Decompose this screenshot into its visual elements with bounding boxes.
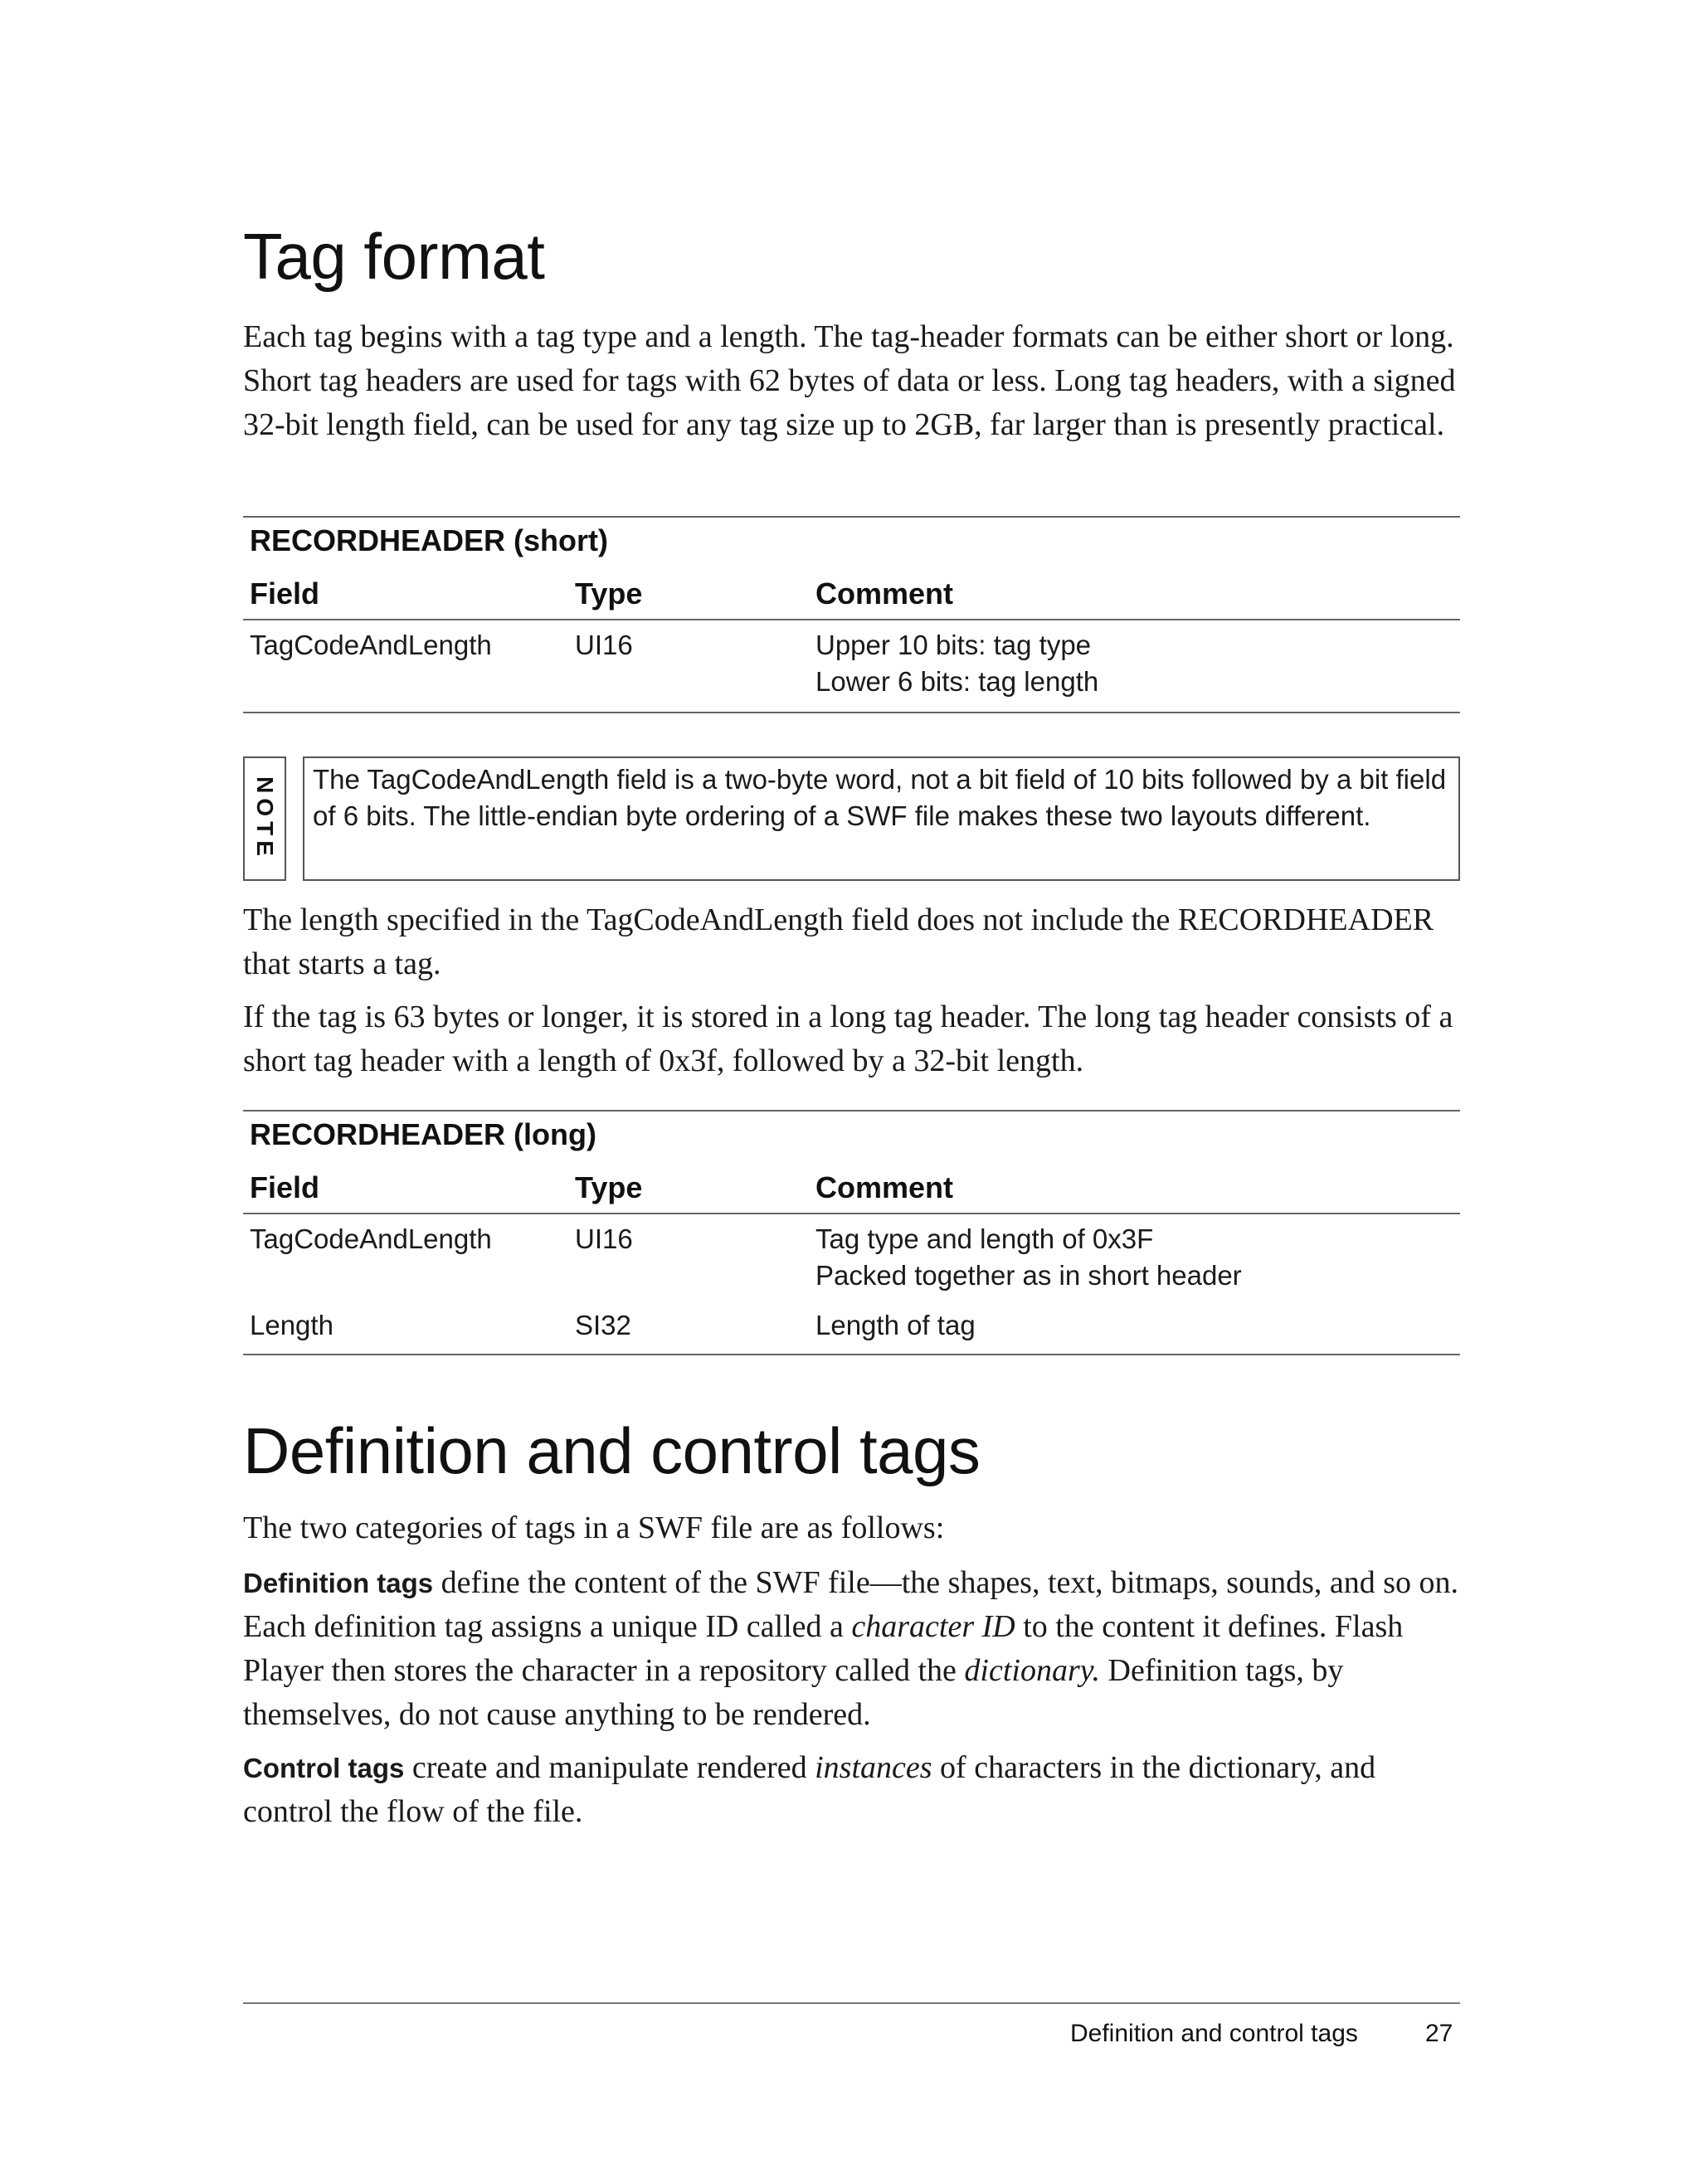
tag-format-intro: Each tag begins with a tag type and a length. The tag-header formats can be either short or long. Short tag headers are used for tags with 62 bytes of data or less. Long tag headers, with a signed 32-bit length field, can be used for any tag size up to 2GB, far larger than is presently practical. [243, 319, 1456, 442]
control-tags-paragraph [243, 1746, 1463, 1834]
note-label: NOTE [252, 776, 278, 861]
section-title-definition-control-tags: Definition and control tags [243, 1414, 981, 1487]
cell-type: SI32 [575, 1310, 631, 1340]
recordheader-long-table [243, 1110, 1460, 1355]
note-box [243, 756, 1460, 884]
comment-line: Tag type and length of 0x3F [815, 1223, 1154, 1254]
footer-divider [243, 2002, 1460, 2004]
definition-text-2: to the content it defines. Flash Player then stores the character in a repository called the [243, 1609, 1404, 1688]
recordheader-short-table [243, 516, 1460, 713]
cell-comment [815, 1221, 1460, 1306]
comment-line: Packed together as in short header [815, 1260, 1242, 1291]
long-header-paragraph: If the tag is 63 bytes or longer, it is stored in a long tag header. The long tag header consists of a short tag header with a length of 0x3f, followed by a 32-bit length. [243, 1000, 1453, 1078]
note-label-tab [243, 756, 286, 881]
comment-line: Upper 10 bits: tag type [815, 630, 1092, 660]
table-header-row [243, 1163, 1460, 1214]
header-field: Field [250, 576, 320, 610]
definition-text-1: define the content of the SWF file—the shapes, text, bitmaps, sounds, and so on. Each definition tag assigns a unique ID called a [243, 1565, 1459, 1644]
page-number: 27 [1425, 2020, 1453, 2047]
control-text-1: create and manipulate rendered [404, 1750, 815, 1785]
definition-tags-term: Definition tags [243, 1568, 434, 1598]
header-field: Field [250, 1170, 320, 1204]
cell-field: TagCodeAndLength [250, 630, 492, 660]
table-caption: RECORDHEADER (short) [250, 523, 608, 557]
definition-tags-paragraph [243, 1561, 1463, 1737]
table-row [243, 1214, 1460, 1306]
cell-type: UI16 [575, 630, 633, 660]
table-caption: RECORDHEADER (long) [250, 1117, 596, 1151]
cell-field: TagCodeAndLength [250, 1223, 492, 1254]
instances-term: instances [815, 1750, 932, 1785]
comment-line: Length of tag [815, 1310, 976, 1340]
header-type: Type [575, 1170, 643, 1204]
header-type: Type [575, 576, 643, 610]
dictionary-term: dictionary. [964, 1653, 1101, 1688]
header-comment: Comment [815, 1170, 954, 1204]
table-header-row [243, 569, 1460, 620]
note-text: The TagCodeAndLength field is a two-byte word, not a bit field of 10 bits followed by a bit field of 6 bits. The little-endian byte ordering of a SWF file makes these two layouts different. [303, 756, 1460, 881]
control-tags-term: Control tags [243, 1753, 405, 1783]
definition-text-3: Definition tags, by themselves, do not cause anything to be rendered. [243, 1653, 1344, 1732]
section-title-tag-format: Tag format [243, 220, 545, 293]
cell-comment [815, 627, 1460, 712]
footer-chapter-title: Definition and control tags [1070, 2020, 1358, 2047]
header-comment: Comment [815, 576, 954, 610]
control-text-2: of characters in the dictionary, and control the flow of the file. [243, 1750, 1376, 1829]
cell-comment [815, 1307, 1460, 1354]
categories-intro: The two categories of tags in a SWF file are as follows: [243, 1510, 945, 1545]
cell-field: Length [250, 1310, 333, 1340]
cell-type: UI16 [575, 1223, 633, 1254]
length-paragraph: The length specified in the TagCodeAndLength field does not include the RECORDHEADER that starts a tag. [243, 902, 1434, 981]
character-id-term: character ID [851, 1609, 1015, 1644]
table-row [243, 620, 1460, 712]
table-row [243, 1306, 1460, 1354]
comment-line: Lower 6 bits: tag length [815, 666, 1099, 697]
